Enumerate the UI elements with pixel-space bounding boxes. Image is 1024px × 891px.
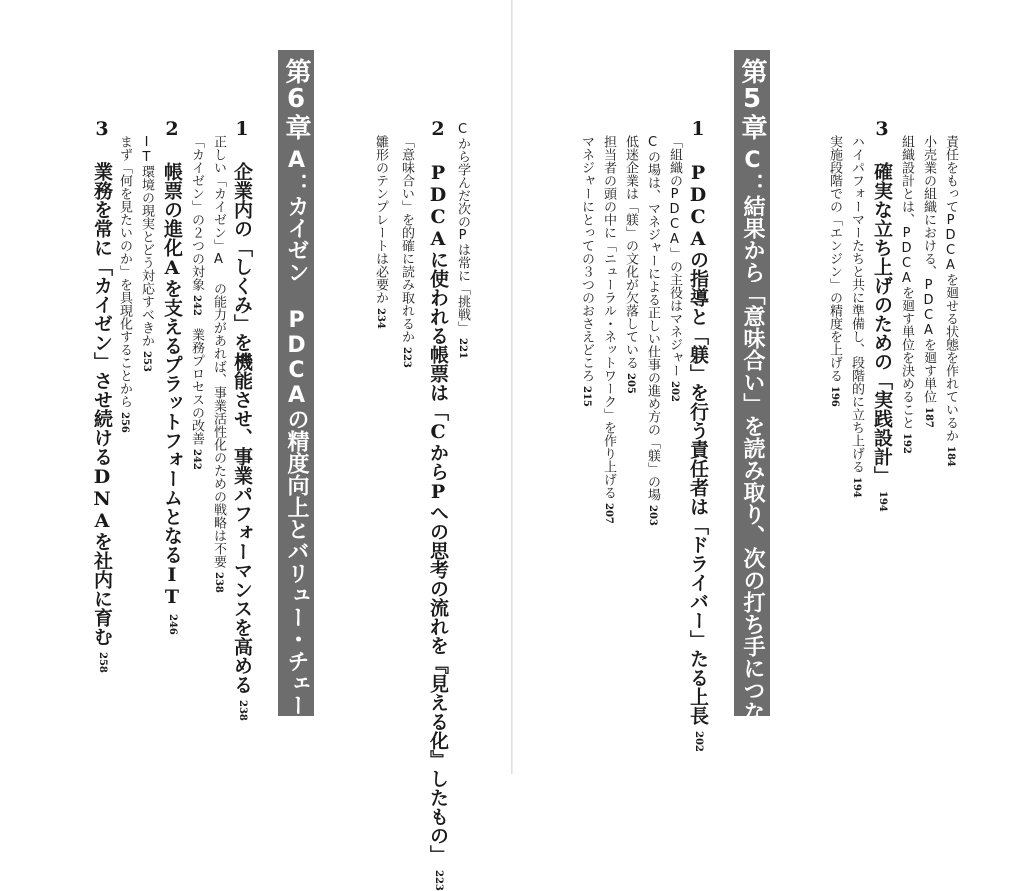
toc-entry: 小売業の組織における、PDCAを廻す単位187 — [921, 135, 936, 428]
toc-entry: IT環境の現実とどう対応すべきか253 — [139, 135, 154, 372]
chapter-title: A：カイゼン PDCAの精度向上とバリュー・チェーンの進化 — [284, 148, 309, 804]
toc-section-heading: 3 確実な立ち上げのための「実践設計」194 — [871, 118, 893, 512]
toc-entry: マネジャーにとっての３つのおさえどころ215 — [579, 135, 594, 407]
toc-entry: 低迷企業は「躾」の文化が欠落している205 — [623, 135, 638, 394]
chapter-5-band — [734, 50, 770, 783]
chapter-number: 第5章 — [737, 58, 767, 140]
toc-section-heading: 2 帳票の進化Aを支えるプラットフォームとなるIT246 — [161, 118, 183, 635]
toc-entry: 雛形のテンプレートは必要か234 — [373, 135, 388, 329]
toc-entry: Cから学んだ次のPは常に「挑戦」221 — [455, 122, 470, 359]
toc-section-heading: 1 企業内の「しくみ」を機能させ、事業パフォーマンスを高める238 — [231, 118, 253, 721]
toc-entry: 「意味合い」を的確に読み取れるか223 — [399, 135, 414, 368]
toc-entry: 組織設計とは、PDCAを廻す単位を決めること192 — [899, 135, 914, 454]
toc-section-heading: 2 PDCAに使われる帳票は「CからPへの思考の流れを『見える化』したもの」223 — [427, 118, 449, 891]
toc-entry: 担当者の頭の中に「ニューラル・ネットワーク」を作り上げる207 — [601, 135, 616, 524]
chapter-page: 201 — [740, 770, 764, 783]
toc-section-heading: 1 PDCAの指導と「躾」を行う責任者は「ドライバー」たる上長202 — [687, 118, 709, 752]
toc-section-heading: 3 業務を常に「カイゼン」させ続けるDNAを社内に育む258 — [91, 118, 113, 673]
toc-entry: 「組織のPDCA」の主役はマネジャー202 — [667, 135, 682, 402]
chapter-title: C：結果から「意味合い」を読み取り、次の打ち手につなげる — [740, 148, 765, 767]
right-page — [512, 0, 1024, 783]
toc-entry: Cの場は、マネジャーによる正しい仕事の進め方の「躾」の場203 — [645, 135, 660, 526]
toc-entry: 責任をもってPDCAを廻せる状態を作れているか184 — [943, 135, 958, 467]
chapter-number: 第6章 — [281, 58, 311, 140]
toc-entry: まず「何を見たいのか」を具現化することから256 — [117, 135, 132, 433]
toc-entry: 「カイゼン」の２つの対象242業務プロセスの改善242 — [189, 135, 204, 470]
chapter-page: 237 — [284, 807, 308, 820]
toc-entry: ハイパフォーマーたちと共に準備し、段階的に立ち上げる194 — [849, 135, 864, 498]
chapter-6-band — [278, 50, 314, 820]
toc-entry: 正しい「カイゼン」A の能力があれば、事業活性化のための戦略は不要238 — [211, 135, 226, 593]
toc-entry: 実施段階での「エンジン」の精度を上げる196 — [827, 135, 842, 407]
